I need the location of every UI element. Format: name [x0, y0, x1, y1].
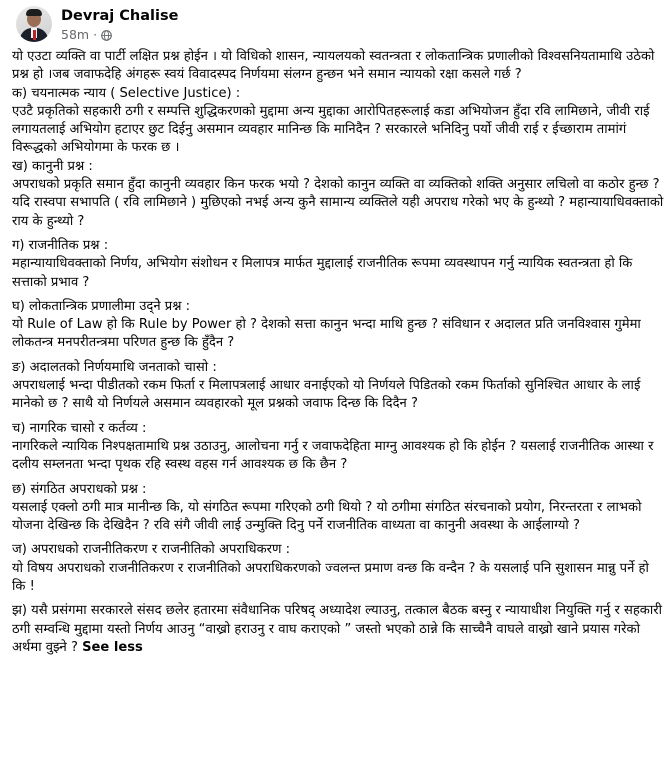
post-meta: [61, 7, 178, 43]
paragraph-text: ख) कानुनी प्रश्न :: [12, 158, 93, 174]
post-time[interactable]: 58m: [61, 27, 90, 42]
paragraph-text: छ) संगठित अपराधको प्रश्न :: [12, 481, 147, 497]
post-paragraph: [12, 602, 664, 657]
paragraph-text: यो एउटा व्यक्ति वा पार्टी लक्षित प्रश्न होईन । यो विधिको शासन, न्यायलयको स्वतन्त्रता र लोकतान्त्रिक प्रणालीको विश्वसनियतामाथि उठेको प्रश्न हो ।जब जवाफदेहि अंगहरू स्वयं विवादस्पद निर्णयमा संलग्न हुन्छन भने समान न्यायको रक्षा कसले गर्छ ?: [12, 49, 655, 83]
paragraph-text: अपराधलाई भन्दा पीडीतको रकम फिर्ता र मिलापत्रलाई आधार वनाईएको यो निर्णयले पिडितको रकम फिर्ताको सुनिश्चित आधार के लाई मानेको छ ? साथै यो निर्णयले असमान व्यवहारको मूल प्रश्नको जवाफ दिन्छ कि दिदैन ?: [12, 378, 641, 412]
post-paragraph: [12, 377, 664, 414]
globe-icon[interactable]: [101, 30, 112, 41]
post-paragraph: [12, 316, 664, 353]
post-header: [16, 6, 178, 43]
post-paragraph: [12, 103, 664, 158]
paragraph-text: च) नागरिक चासो र कर्तव्य :: [12, 420, 147, 436]
post-paragraph: [12, 438, 664, 475]
avatar[interactable]: [16, 6, 52, 42]
section-heading: [12, 158, 664, 176]
paragraph-text: ग) राजनीतिक प्रश्न :: [12, 237, 109, 253]
post-subline: [61, 27, 178, 43]
section-heading: [12, 359, 664, 377]
paragraph-text: यो Rule of Law हो कि Rule by Power हो ? देशको सत्ता कानुन भन्दा माथि हुन्छ ? संविधान र अदालत प्रति जनविश्वास गुमेमा लोकतन्त्र मनपरीतन्त्रमा परिणत हुन्छ कि हुँदैन ?: [12, 317, 641, 351]
paragraph-text: यो विषय अपराधको राजनीतिकरण र राजनीतिको अपराधिकरणको ज्वलन्त प्रमाण वन्छ कि वन्दैन ? के यसलाई पनि सुशासन मान्नु पर्ने हो कि !: [12, 560, 649, 595]
post-paragraph: [12, 176, 664, 231]
post-paragraph: [12, 255, 664, 292]
paragraph-text: ङ) अदालतको निर्णयमाथि जनताको चासो :: [12, 359, 217, 375]
paragraph-text: ज) अपराधको राजनीतिकरण र राजनीतिको अपराधिकरण :: [12, 542, 291, 558]
section-heading: [12, 237, 664, 255]
paragraph-text: झ) यसै प्रसंगमा सरकारले संसद छलेर हतारमा संवैधानिक परिषद् अध्यादेश ल्याउनु, तत्काल बैठक बस्नु र न्यायाधीश नियुक्ति गर्नु र सहकारी ठगी सम्वन्धि मुद्दामा यस्तो निर्णय आउनु “वाख्रो हराउनु र वाघ कराएको ” जस्तो भएको ठान्ने कि साच्चैनै वाघले वाख्रो खाने प्रयास गरेको अर्थमा वुझ्ने ?: [12, 603, 662, 655]
paragraph-text: अपराधको प्रकृति समान हुँदा कानुनी व्यवहार किन फरक भयो ? देशको कानुन व्यक्ति वा व्यक्तिको शक्ति अनुसार लचिलो वा कठोर हुन्छ ? यदि रास्वपा सभापति ( रवि लामिछाने ) मुछिएको नभई अन्य कुनै सामान्य व्यक्तिले यही अपराध गरेको भए के हुन्थ्यो ? महान्यायाधिवक्ताको राय के हुन्थ्यो ?: [12, 177, 664, 229]
post-paragraph: [12, 560, 664, 597]
author-name[interactable]: Devraj Chalise: [61, 8, 179, 24]
section-heading: [12, 85, 664, 103]
paragraph-text: महान्यायाधिवक्ताको निर्णय, अभियोग संशोधन र मिलापत्र मार्फत मुद्दालाई राजनीतिक रूपमा व्यवस्थापन गर्नु न्यायिक स्वतन्त्रता हो कि सत्ताको प्रभाव ?: [12, 256, 633, 290]
paragraph-text: क) चयनात्मक न्याय ( Selective Justice) :: [12, 85, 241, 101]
post-paragraph: [12, 499, 664, 536]
post-paragraph: [12, 48, 664, 85]
paragraph-text: घ) लोकतान्त्रिक प्रणालीमा उद्नेे प्रश्न :: [12, 298, 191, 314]
section-heading: [12, 420, 664, 438]
see-less-link[interactable]: See less: [82, 639, 143, 655]
section-heading: [12, 481, 664, 499]
paragraph-text: यसलाई एक्लो ठगी मात्र मानीन्छ कि, यो संगठित रूपमा गरिएको ठगी थियो ? यो ठगीमा संगठित संरचनाको प्रयोग, निरन्तरता र लाभको योजना देखिन्छ कि देखिदैन ? रवि संगै जीवी लाई उन्मुक्ति दिनु पर्ने राजनीतिक वाध्यता वा कानुनी अवस्था के आईलाग्यो ?: [12, 499, 642, 534]
section-heading: [12, 298, 664, 316]
paragraph-text: नागरिकले न्यायिक निश्पक्षतामाथि प्रश्न उठाउनु, आलोचना गर्नु र जवाफदेहिता माग्नु आवश्यक हो कि होईन ? यसलाई राजनीतिक आस्था र दलीय सम्लनता भन्दा पृथक रहि स्वस्थ वहस गर्न आवश्यक छ कि छैन ?: [12, 438, 654, 473]
separator-dot: ·: [93, 27, 98, 42]
section-heading: [12, 541, 664, 559]
post-body: [12, 48, 664, 657]
paragraph-text: एउटै प्रकृतिको सहकारी ठगी र सम्पत्ति शुद्धिकरणको मुद्दामा अन्य मुद्दाका आरोपितहरूलाई कडा अभियोजन हुँदा रवि लामिछाने, जीवी राई लगायतलाई अभियोग हटाएर छुट दिईनु असमान व्यवहार मानिन्छ कि मानिदैन ? सरकारले भनिदिनु पर्यो जीवी राई र ईच्छाराम तामांगं विरूद्धको अभियोगमा के फरक छ ।: [12, 103, 650, 156]
